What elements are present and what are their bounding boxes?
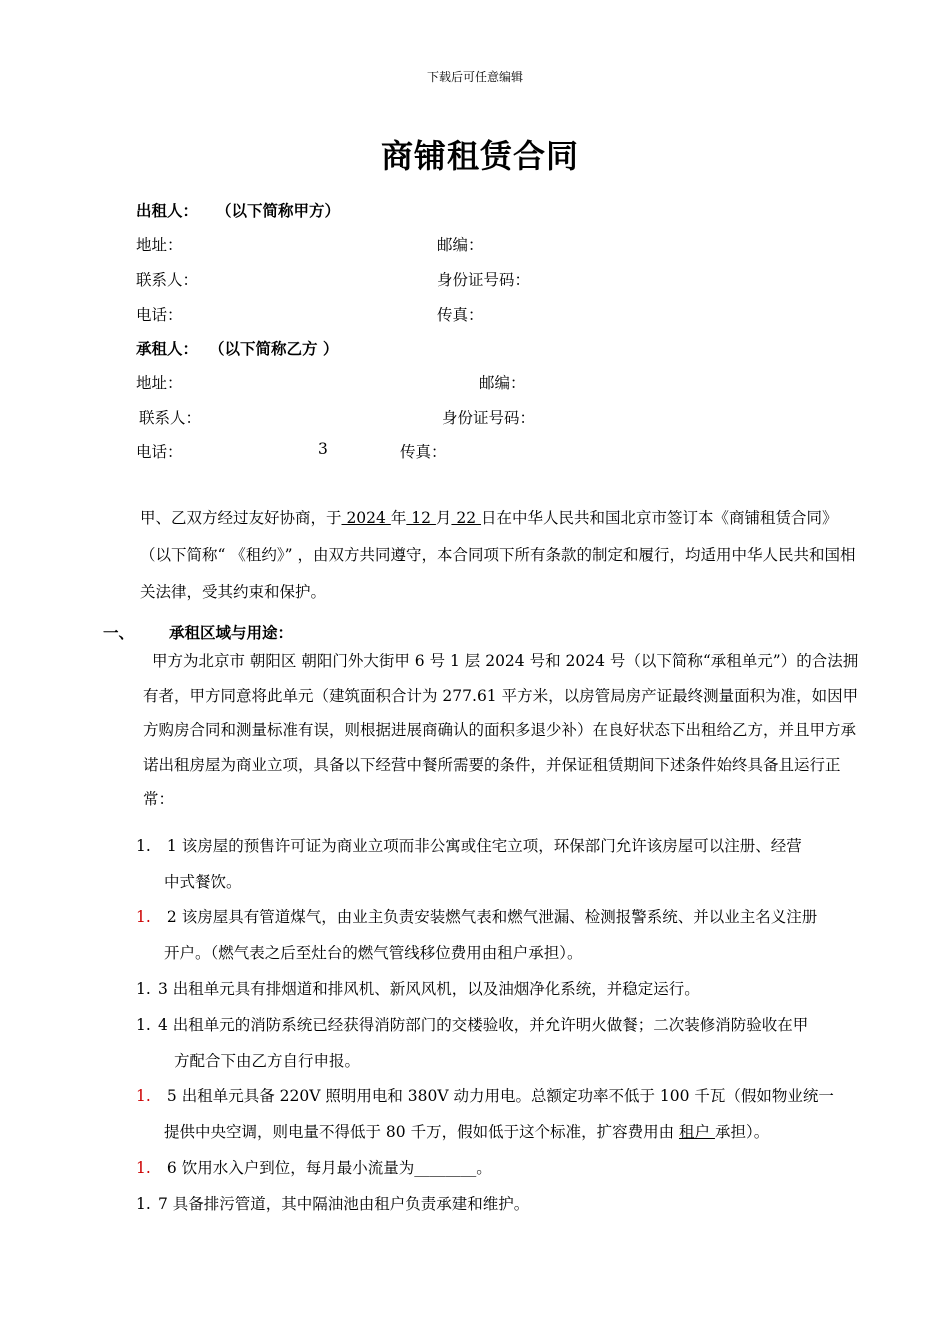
section1-number: 一、	[103, 624, 135, 642]
item-blank: ________	[414, 1159, 477, 1177]
item-text-cont: 方配合下由乙方自行申报。	[174, 1052, 361, 1070]
item-text-part: 承担）。	[714, 1123, 770, 1141]
intro-text-start: 甲、乙双方经过友好协商，于	[140, 509, 342, 527]
lessee-id-label: 身份证号码：	[442, 409, 536, 427]
intro-month-unit: 月	[435, 509, 452, 527]
item-number: 1.	[136, 1195, 151, 1213]
item-number: 1.	[136, 908, 151, 926]
item-text: 2 该房屋具有管道煤气，由业主负责安装燃气表和燃气泄漏、检测报警系统、并以业主名义注册	[162, 908, 818, 926]
item-text-end: 。	[476, 1159, 492, 1177]
lessor-postcode-label: 邮编：	[437, 236, 484, 254]
lessor-alias: （以下简称甲方）	[216, 202, 341, 220]
intro-text-rest: 日在中华人民共和国北京市签订本《商铺租赁合同》（以下简称“ 《租约》” ，由双方共同遵守，本合同项下所有条款的制定和履行，均适用中华人民共和国相关法律，受其约束和保护。	[140, 509, 856, 601]
contract-title: 商铺租赁合同	[380, 137, 579, 175]
item-number: 1.	[136, 1016, 151, 1034]
item-text: 1 该房屋的预售许可证为商业立项而非公寓或住宅立项，环保部门允许该房屋可以注册、经营	[162, 837, 802, 855]
item-text-underlined: 租户	[679, 1123, 715, 1141]
lessor-id-label: 身份证号码：	[437, 271, 531, 289]
intro-year-unit: 年	[390, 509, 407, 527]
lessee-phone-value: 3	[318, 440, 328, 458]
list-item	[136, 1150, 866, 1186]
lessee-address-label: 地址：	[136, 374, 183, 392]
lessee-label: 承租人：	[136, 340, 199, 358]
lessor-contact-label: 联系人：	[136, 271, 199, 289]
item-number: 1.	[136, 980, 151, 998]
intro-day: 22	[451, 509, 482, 527]
list-item	[136, 1078, 866, 1150]
item-text: 3 出租单元具有排烟道和排风机、新风风机，以及油烟净化系统，并稳定运行。	[158, 980, 700, 998]
lessor-label: 出租人：	[136, 202, 199, 220]
item-text-part: 提供中央空调，则电量不得低于 80 千万，假如低于这个标准，扩容费用由	[164, 1123, 680, 1141]
item-text-cont: 中式餐饮。	[164, 873, 242, 891]
item-number: 1.	[136, 1087, 151, 1105]
lessee-contact-label: 联系人：	[139, 409, 202, 427]
intro-year: 2024	[341, 509, 391, 527]
list-item	[136, 899, 866, 971]
item-text: 5 出租单元具备 220V 照明用电和 380V 动力用电。总额定功率不低于 100 千瓦（假如物业统一	[162, 1087, 834, 1105]
list-item	[136, 1007, 866, 1079]
item-text-cont	[136, 1114, 866, 1150]
item-text: 6 饮用水入户到位，每月最小流量为	[162, 1159, 415, 1177]
header-note: 下载后可任意编辑	[426, 70, 523, 84]
item-number: 1.	[136, 837, 151, 855]
item-text-cont: 开户。（燃气表之后至灶台的燃气管线移位费用由租户承担）。	[164, 944, 583, 962]
list-item	[136, 1186, 866, 1222]
lessor-address-label: 地址：	[136, 236, 183, 254]
item-number: 1.	[136, 1159, 151, 1177]
lessor-phone-label: 电话：	[136, 306, 183, 324]
section1-heading: 承租区域与用途：	[169, 624, 294, 642]
item-text: 7 具备排污管道，其中隔油池由租户负责承建和维护。	[158, 1195, 530, 1213]
lessee-postcode-label: 邮编：	[479, 374, 526, 392]
list-item	[136, 971, 866, 1007]
lessee-phone-label: 电话：	[136, 443, 183, 461]
item-text: 4 出租单元的消防系统已经获得消防部门的交楼验收，并允许明火做餐；二次装修消防验收在甲	[158, 1016, 809, 1034]
section1-body: 甲方为北京市 朝阳区 朝阳门外大街甲 6 号 1 层 2024 号和 2024 号（以下简称“承租单元”）的合法拥有者，甲方同意将此单元（建筑面积合计为 277.61 平方米，以房管局房产证最终测量面积为准，如因甲方购房合同和测量标准有误，则根据进展商确认的面积多退少补）在良好状态下出租给乙方，并且甲方承诺出租房屋为商业立项，具备以下经营中餐所需要的条件，并保证租赁期间下述条件始终具备且运行正常：	[143, 652, 859, 808]
intro-paragraph	[140, 500, 860, 611]
intro-month: 12	[406, 509, 436, 527]
list-item	[136, 828, 866, 900]
lessee-fax-label: 传真：	[400, 443, 447, 461]
lessor-fax-label: 传真：	[437, 306, 484, 324]
lessee-alias: （以下简称乙方 ）	[209, 340, 339, 358]
